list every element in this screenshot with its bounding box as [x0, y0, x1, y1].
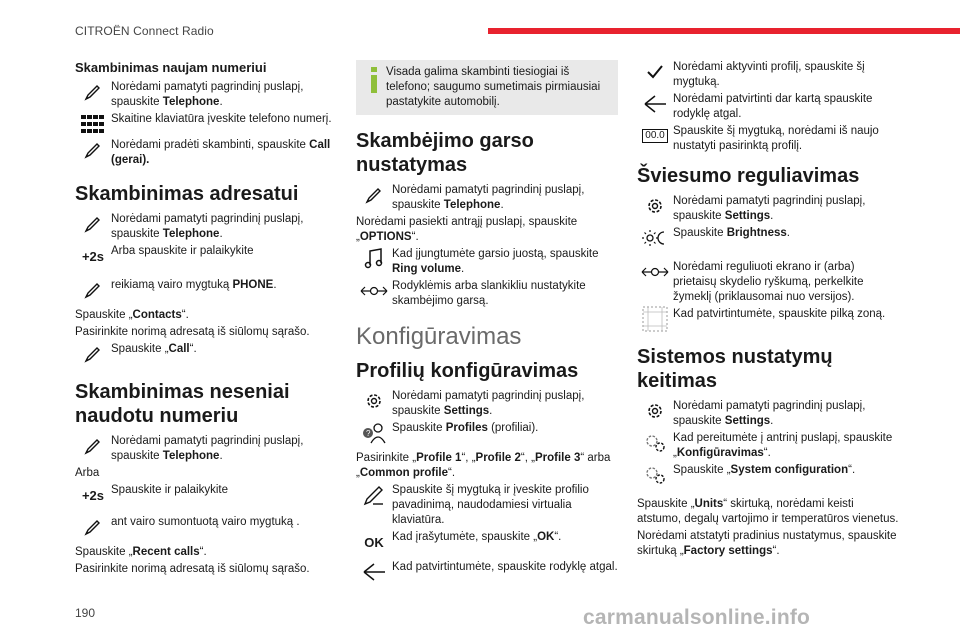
pencil-icon — [356, 483, 392, 507]
paragraph: Pasirinkite norimą adresatą iš siūlomų sąrašo. — [75, 326, 310, 338]
section-title-contact: Skambinimas adresatui — [75, 183, 299, 205]
music-note-icon — [356, 247, 392, 271]
section-title-ring-volume: Skambėjimo garso nustatymas — [356, 130, 534, 176]
pencil-icon — [356, 183, 392, 207]
column-1 — [75, 60, 337, 579]
back-arrow-icon — [356, 560, 392, 584]
step-activate-profile: Norėdami aktyvinti profilį, spauskite šį mygtuką. — [637, 60, 899, 90]
step-confirm-grey-zone: Kad patvirtintumėte, spauskite pilką zoną. — [637, 307, 899, 331]
keypad-icon — [75, 112, 111, 136]
grey-zone-icon — [637, 307, 673, 331]
step-open-telephone: Norėdami pamatyti pagrindinį puslapį, spauskite Telephone. — [75, 434, 337, 464]
step-hold: +2s Arba spauskite ir palaikykite — [75, 244, 337, 268]
section-title-system-settings: Sistemos nustatymų keitimas — [637, 346, 833, 392]
brightness-icon — [637, 226, 673, 250]
step-brightness: Spauskite Brightness. — [637, 226, 899, 250]
step-slider: Norėdami reguliuoti ekrano ir (arba) prietaisų skydelio ryškumą, perkelkite žymeklį (priklausomai nuo versijos). — [637, 260, 899, 305]
paragraph: Norėdami atstatyti pradinius nustatymus, spauskite skirtuką „Factory settings“. — [637, 530, 897, 557]
hold-2s-icon: +2s — [81, 487, 105, 503]
paragraph: Arba — [75, 467, 100, 479]
column-3 — [637, 60, 899, 561]
step-open-settings: Norėdami pamatyti pagrindinį puslapį, spauskite Settings. — [637, 194, 899, 224]
checkmark-icon — [637, 60, 673, 84]
ok-button-icon: OK — [364, 534, 384, 550]
gear-icon — [637, 399, 673, 423]
column-2 — [356, 60, 618, 586]
step-configuration: Kad pereitumėte į antrinį puslapį, spauskite „Konfigūravimas“. — [637, 431, 899, 461]
step-profiles: ? Spauskite Profiles (profiliai). — [356, 421, 618, 445]
step-open-settings: Norėdami pamatyti pagrindinį puslapį, spauskite Settings. — [637, 399, 899, 429]
paragraph: Spauskite „Units“ skirtuką, norėdami keisti atstumo, degalų vartojimo ir temperatūros vienetus. — [637, 498, 899, 525]
page-number: 190 — [75, 606, 96, 620]
step-open-telephone: Norėdami pamatyti pagrindinį puslapį, spauskite Telephone. — [356, 183, 618, 213]
paragraph: Spauskite „Recent calls“. — [75, 546, 207, 558]
gears-icon — [637, 463, 673, 487]
hold-2s-icon: +2s — [81, 248, 105, 264]
pencil-icon — [75, 434, 111, 458]
step-slider: Rodyklėmis arba slankikliu nustatykite skambėjimo garsą. — [356, 279, 618, 309]
back-arrow-icon — [637, 92, 673, 116]
reset-icon: 00.0 — [637, 124, 673, 148]
paragraph: Pasirinkite „Profile 1“, „Profile 2“, „Profile 3“ arba „Common profile“. — [356, 452, 611, 479]
slider-arrows-icon — [637, 260, 673, 284]
step-start-call: Norėdami pradėti skambinti, spauskite Call (gerai). — [75, 138, 337, 168]
step-enter-number: Skaitine klaviatūra įveskite telefono numerį. — [75, 112, 337, 136]
gear-icon — [637, 194, 673, 218]
step-open-telephone: Norėdami pamatyti pagrindinį puslapį, spauskite Telephone. — [75, 212, 337, 242]
step-reset-profile: 00.0 Spauskite šį mygtuką, norėdami iš naujo nustatyti pasirinktą profilį. — [637, 124, 899, 154]
info-icon — [362, 65, 386, 110]
gears-icon — [637, 431, 673, 455]
info-note: Visada galima skambinti tiesiogiai iš telefono; saugumo sumetimais pirmiausiai pastatykite automobilį. — [356, 60, 618, 115]
step-steering-button: ant vairo sumontuotą vairo mygtuką . — [75, 515, 337, 539]
step-open-telephone: Norėdami pamatyti pagrindinį puslapį, spauskite Telephone. — [75, 80, 337, 110]
gear-icon — [356, 389, 392, 413]
step-ring-volume: Kad įjungtumėte garsio juostą, spauskite Ring volume. — [356, 247, 618, 277]
step-call: Spauskite „Call“. — [75, 342, 337, 366]
paragraph: Norėdami pasiekti antrąjį puslapį, spauskite „OPTIONS“. — [356, 216, 578, 243]
step-phone-button: reikiamą vairo mygtuką PHONE. — [75, 278, 337, 302]
pencil-icon — [75, 342, 111, 366]
header-accent-bar — [488, 28, 960, 34]
step-open-settings: Norėdami pamatyti pagrindinį puslapį, spauskite Settings. — [356, 389, 618, 419]
running-header: CITROËN Connect Radio — [75, 24, 214, 38]
paragraph: Pasirinkite norimą adresatą iš siūlomų sąrašo. — [75, 563, 310, 575]
step-ok: OK Kad įrašytumėte, spauskite „OK“. — [356, 530, 618, 554]
step-back: Kad patvirtintumėte, spauskite rodyklę atgal. — [356, 560, 618, 584]
section-title-profiles: Profilių konfigūravimas — [356, 360, 579, 382]
pencil-icon — [75, 138, 111, 162]
profile-icon — [356, 421, 392, 445]
step-system-configuration: Spauskite „System configuration“. — [637, 463, 899, 487]
chapter-title: Konfigūravimas — [356, 323, 522, 350]
pencil-icon — [75, 515, 111, 539]
section-title-recent: Skambinimas neseniai naudotu numeriu — [75, 381, 290, 427]
paragraph: Spauskite „Contacts“. — [75, 309, 189, 321]
step-hold: +2s Spauskite ir palaikykite — [75, 483, 337, 507]
section-title-brightness: Šviesumo reguliavimas — [637, 165, 860, 187]
slider-arrows-icon — [356, 279, 392, 303]
pencil-icon — [75, 80, 111, 104]
pencil-icon — [75, 278, 111, 302]
pencil-icon — [75, 212, 111, 236]
svg-text:?: ? — [366, 429, 371, 438]
step-back: Norėdami patvirtinti dar kartą spauskite rodyklę atgal. — [637, 92, 899, 122]
step-profile-name: Spauskite šį mygtuką ir įveskite profilio pavadinimą, naudodamiesi virtualia klaviatūra. — [356, 483, 618, 528]
section-title-new-number: Skambinimas naujam numeriui — [75, 60, 267, 75]
watermark: carmanualsonline.info — [583, 606, 811, 629]
